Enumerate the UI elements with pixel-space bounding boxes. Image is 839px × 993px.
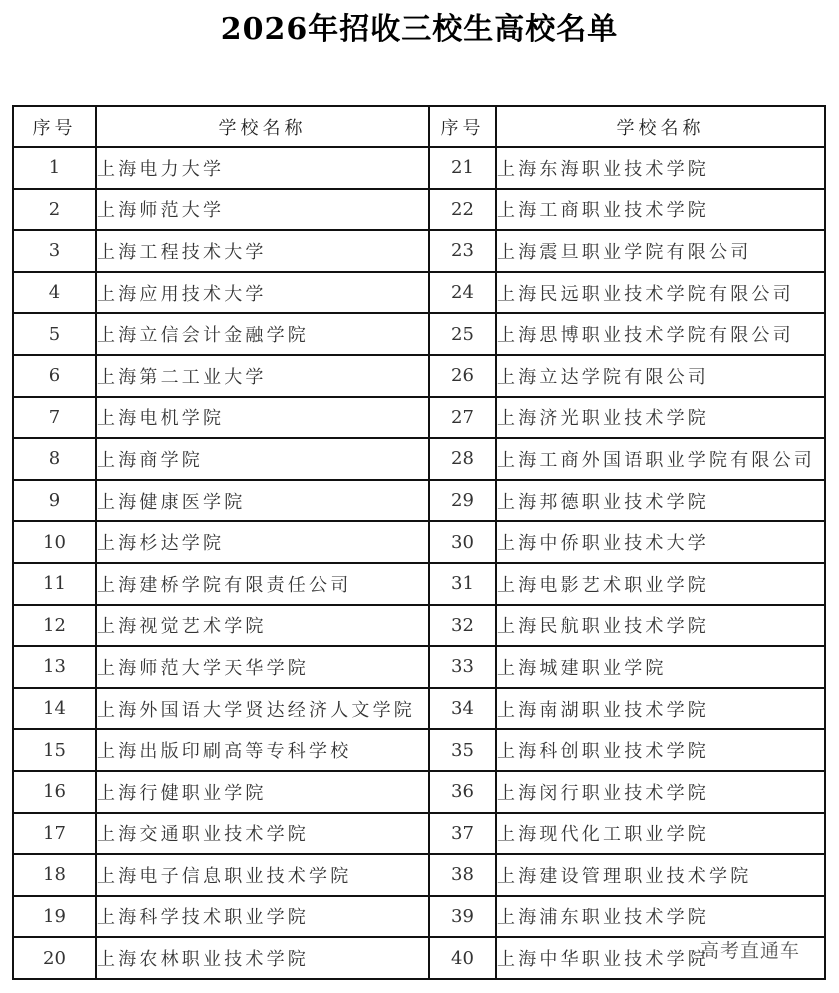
page-title: 2026年招收三校生高校名单 <box>220 12 619 47</box>
table-row <box>13 397 825 439</box>
school-name-left: 上海师范大学天华学院 <box>96 646 429 688</box>
table-row <box>13 813 825 855</box>
table-row <box>13 729 825 771</box>
row-index-left: 10 <box>13 521 96 563</box>
row-index-left: 5 <box>13 313 96 355</box>
table-row <box>13 147 825 189</box>
school-name-right: 上海思博职业技术学院有限公司 <box>496 313 825 355</box>
row-index-right: 29 <box>429 480 496 522</box>
row-index-left: 19 <box>13 896 96 938</box>
table-row <box>13 771 825 813</box>
school-name-right: 上海工商职业技术学院 <box>496 189 825 231</box>
school-name-left: 上海电力大学 <box>96 147 429 189</box>
row-index-left: 3 <box>13 230 96 272</box>
header-school-name-left: 学校名称 <box>96 106 429 147</box>
table-row <box>13 313 825 355</box>
row-index-right: 37 <box>429 813 496 855</box>
row-index-right: 40 <box>429 937 496 979</box>
row-index-left: 14 <box>13 688 96 730</box>
row-index-right: 39 <box>429 896 496 938</box>
school-name-right: 上海民远职业技术学院有限公司 <box>496 272 825 314</box>
row-index-right: 30 <box>429 521 496 563</box>
row-index-right: 34 <box>429 688 496 730</box>
row-index-right: 23 <box>429 230 496 272</box>
school-name-left: 上海视觉艺术学院 <box>96 605 429 647</box>
school-name-right: 上海东海职业技术学院 <box>496 147 825 189</box>
row-index-left: 15 <box>13 729 96 771</box>
school-name-left: 上海第二工业大学 <box>96 355 429 397</box>
row-index-right: 35 <box>429 729 496 771</box>
table-row <box>13 272 825 314</box>
school-name-right: 上海济光职业技术学院 <box>496 397 825 439</box>
school-name-left: 上海建桥学院有限责任公司 <box>96 563 429 605</box>
row-index-right: 33 <box>429 646 496 688</box>
school-name-right: 上海电影艺术职业学院 <box>496 563 825 605</box>
row-index-left: 2 <box>13 189 96 231</box>
school-name-left: 上海电机学院 <box>96 397 429 439</box>
row-index-right: 22 <box>429 189 496 231</box>
row-index-right: 24 <box>429 272 496 314</box>
row-index-right: 36 <box>429 771 496 813</box>
row-index-left: 18 <box>13 854 96 896</box>
school-name-right: 上海科创职业技术学院 <box>496 729 825 771</box>
table-row <box>13 355 825 397</box>
school-name-right: 上海震旦职业学院有限公司 <box>496 230 825 272</box>
school-name-right: 上海立达学院有限公司 <box>496 355 825 397</box>
school-name-left: 上海出版印刷高等专科学校 <box>96 729 429 771</box>
row-index-left: 8 <box>13 438 96 480</box>
school-name-left: 上海行健职业学院 <box>96 771 429 813</box>
table-row <box>13 480 825 522</box>
row-index-left: 4 <box>13 272 96 314</box>
row-index-left: 9 <box>13 480 96 522</box>
header-index-left: 序号 <box>13 106 96 147</box>
row-index-right: 38 <box>429 854 496 896</box>
table-row <box>13 230 825 272</box>
table-row <box>13 688 825 730</box>
school-name-right: 上海中华职业技术学院 <box>496 937 825 979</box>
school-name-left: 上海立信会计金融学院 <box>96 313 429 355</box>
row-index-left: 7 <box>13 397 96 439</box>
school-name-right: 上海工商外国语职业学院有限公司 <box>496 438 825 480</box>
row-index-right: 28 <box>429 438 496 480</box>
school-name-right: 上海邦德职业技术学院 <box>496 480 825 522</box>
row-index-left: 12 <box>13 605 96 647</box>
school-name-right: 上海城建职业学院 <box>496 646 825 688</box>
row-index-left: 13 <box>13 646 96 688</box>
row-index-right: 21 <box>429 147 496 189</box>
school-name-left: 上海科学技术职业学院 <box>96 896 429 938</box>
watermark-text: 高考直通车 <box>700 940 801 962</box>
row-index-left: 1 <box>13 147 96 189</box>
school-name-right: 上海建设管理职业技术学院 <box>496 854 825 896</box>
row-index-left: 20 <box>13 937 96 979</box>
school-name-left: 上海电子信息职业技术学院 <box>96 854 429 896</box>
school-name-left: 上海杉达学院 <box>96 521 429 563</box>
table-row <box>13 563 825 605</box>
row-index-right: 25 <box>429 313 496 355</box>
table-row <box>13 521 825 563</box>
school-name-right: 上海中侨职业技术大学 <box>496 521 825 563</box>
school-name-left: 上海外国语大学贤达经济人文学院 <box>96 688 429 730</box>
school-name-right: 上海南湖职业技术学院 <box>496 688 825 730</box>
school-name-right: 上海民航职业技术学院 <box>496 605 825 647</box>
row-index-right: 31 <box>429 563 496 605</box>
row-index-left: 16 <box>13 771 96 813</box>
school-name-right: 上海闵行职业技术学院 <box>496 771 825 813</box>
table-header-row <box>13 106 825 147</box>
row-index-left: 6 <box>13 355 96 397</box>
school-name-right: 上海浦东职业技术学院 <box>496 896 825 938</box>
row-index-left: 11 <box>13 563 96 605</box>
school-list-table <box>12 105 826 980</box>
school-name-left: 上海应用技术大学 <box>96 272 429 314</box>
school-name-left: 上海农林职业技术学院 <box>96 937 429 979</box>
table-row <box>13 189 825 231</box>
school-name-left: 上海健康医学院 <box>96 480 429 522</box>
table-row <box>13 854 825 896</box>
row-index-right: 26 <box>429 355 496 397</box>
school-name-left: 上海商学院 <box>96 438 429 480</box>
school-name-left: 上海师范大学 <box>96 189 429 231</box>
row-index-right: 27 <box>429 397 496 439</box>
row-index-right: 32 <box>429 605 496 647</box>
table-row <box>13 646 825 688</box>
table-row <box>13 896 825 938</box>
school-name-left: 上海工程技术大学 <box>96 230 429 272</box>
school-name-right: 上海现代化工职业学院 <box>496 813 825 855</box>
row-index-left: 17 <box>13 813 96 855</box>
table-row <box>13 605 825 647</box>
table-row <box>13 438 825 480</box>
school-name-left: 上海交通职业技术学院 <box>96 813 429 855</box>
header-school-name-right: 学校名称 <box>496 106 825 147</box>
header-index-right: 序号 <box>429 106 496 147</box>
